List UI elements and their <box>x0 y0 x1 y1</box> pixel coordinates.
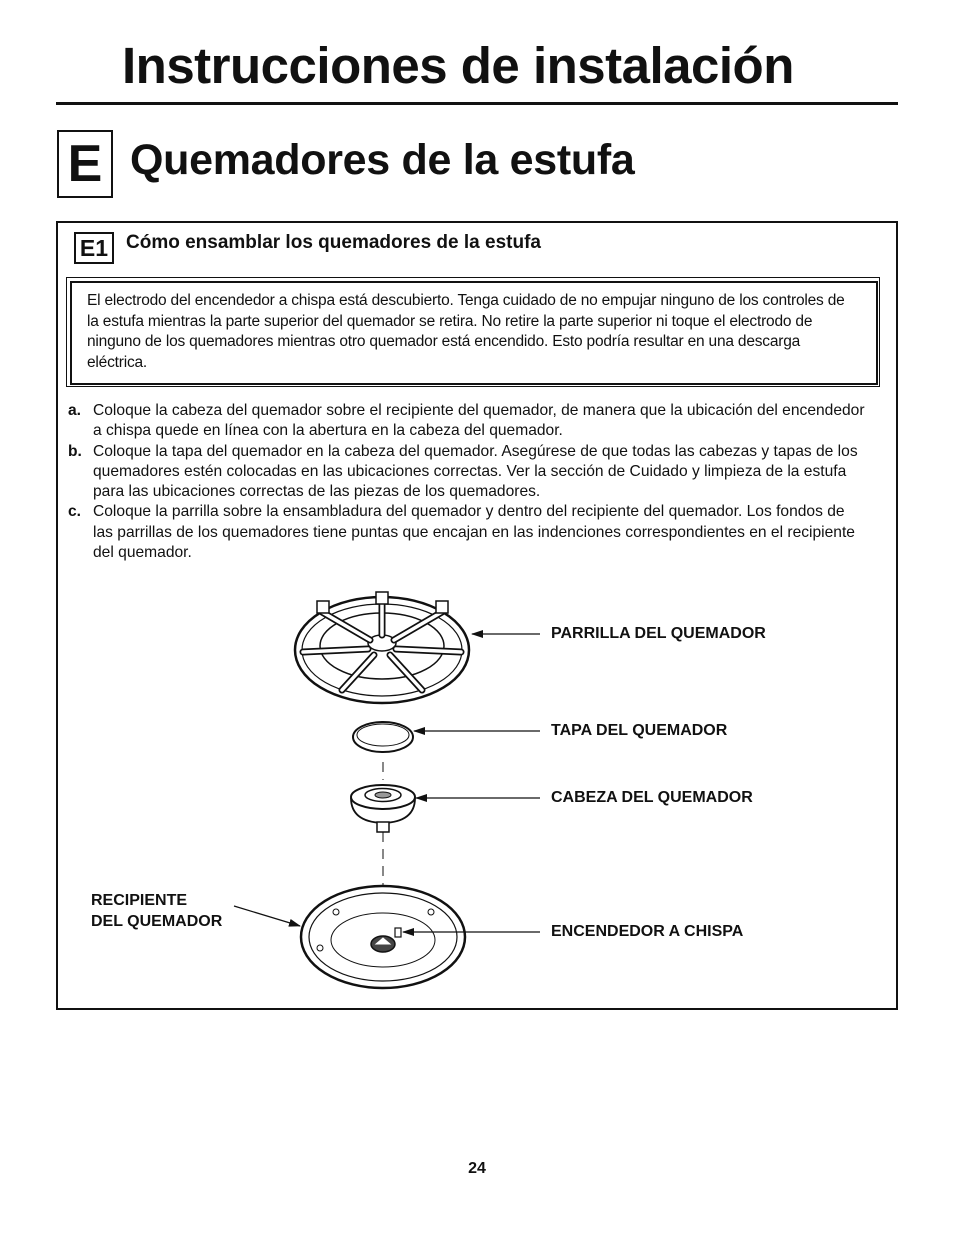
section-title: Quemadores de la estufa <box>130 136 635 184</box>
burner-cap-drawing <box>353 722 413 752</box>
subsection-title: Cómo ensamblar los quemadores de la estufa <box>126 232 541 253</box>
burner-bowl-drawing <box>301 886 465 988</box>
warning-text: El electrodo del encendedor a chispa está descubierto. Tenga cuidado de no empujar ninguno de los controles de la estufa mientras la parte superior del quemador se retira. No retire la parte superior ni toque el electrodo de ninguno de los quemadores mientras otro quemador está encendido. Esto podría resultar en una descarga eléctrica. <box>87 292 845 371</box>
leader-bowl <box>234 906 300 926</box>
burner-grate-drawing <box>295 592 469 703</box>
page-title: Instrucciones de instalación <box>122 37 794 94</box>
step-text: Coloque la cabeza del quemador sobre el recipiente del quemador, de manera que la ubicación del encendedor a chispa quede en línea con la abertura en la cabeza del quemador. <box>93 402 865 440</box>
step-marker: a. <box>68 402 82 419</box>
step-text: Coloque la parrilla sobre la ensambladura del quemador y dentro del recipiente del quemador. Los fondos de las parrillas de los quemadores tiene puntas que encajan en las indenciones correspondientes en el recipiente del quemador. <box>93 503 855 562</box>
subsection-badge: E1 <box>74 232 114 264</box>
page-number: 24 <box>468 1160 486 1177</box>
burner-head-drawing <box>351 785 415 832</box>
label-burner-head: CABEZA DEL QUEMADOR <box>551 789 753 806</box>
section-letter-badge: E <box>57 130 113 198</box>
label-burner-bowl-line1: RECIPIENTE <box>91 892 188 909</box>
step-marker: c. <box>68 503 82 521</box>
label-burner-grate: PARRILLA DEL QUEMADOR <box>551 625 766 642</box>
label-burner-cap: TAPA DEL QUEMADOR <box>551 722 728 739</box>
step-marker: b. <box>68 442 82 460</box>
step-text: Coloque la tapa del quemador en la cabeza del quemador. Asegúrese de que todas las cabezas y tapas de los quemadores estén colocadas en las ubicaciones correctas. Ver la sección de Cuidado y limpieza de la estufa para las ubicaciones correctas de las piezas de los quemadores. <box>93 442 858 501</box>
label-burner-bowl-line2: DEL QUEMADOR <box>91 913 223 930</box>
label-spark-igniter: ENCENDEDOR A CHISPA <box>551 923 744 940</box>
